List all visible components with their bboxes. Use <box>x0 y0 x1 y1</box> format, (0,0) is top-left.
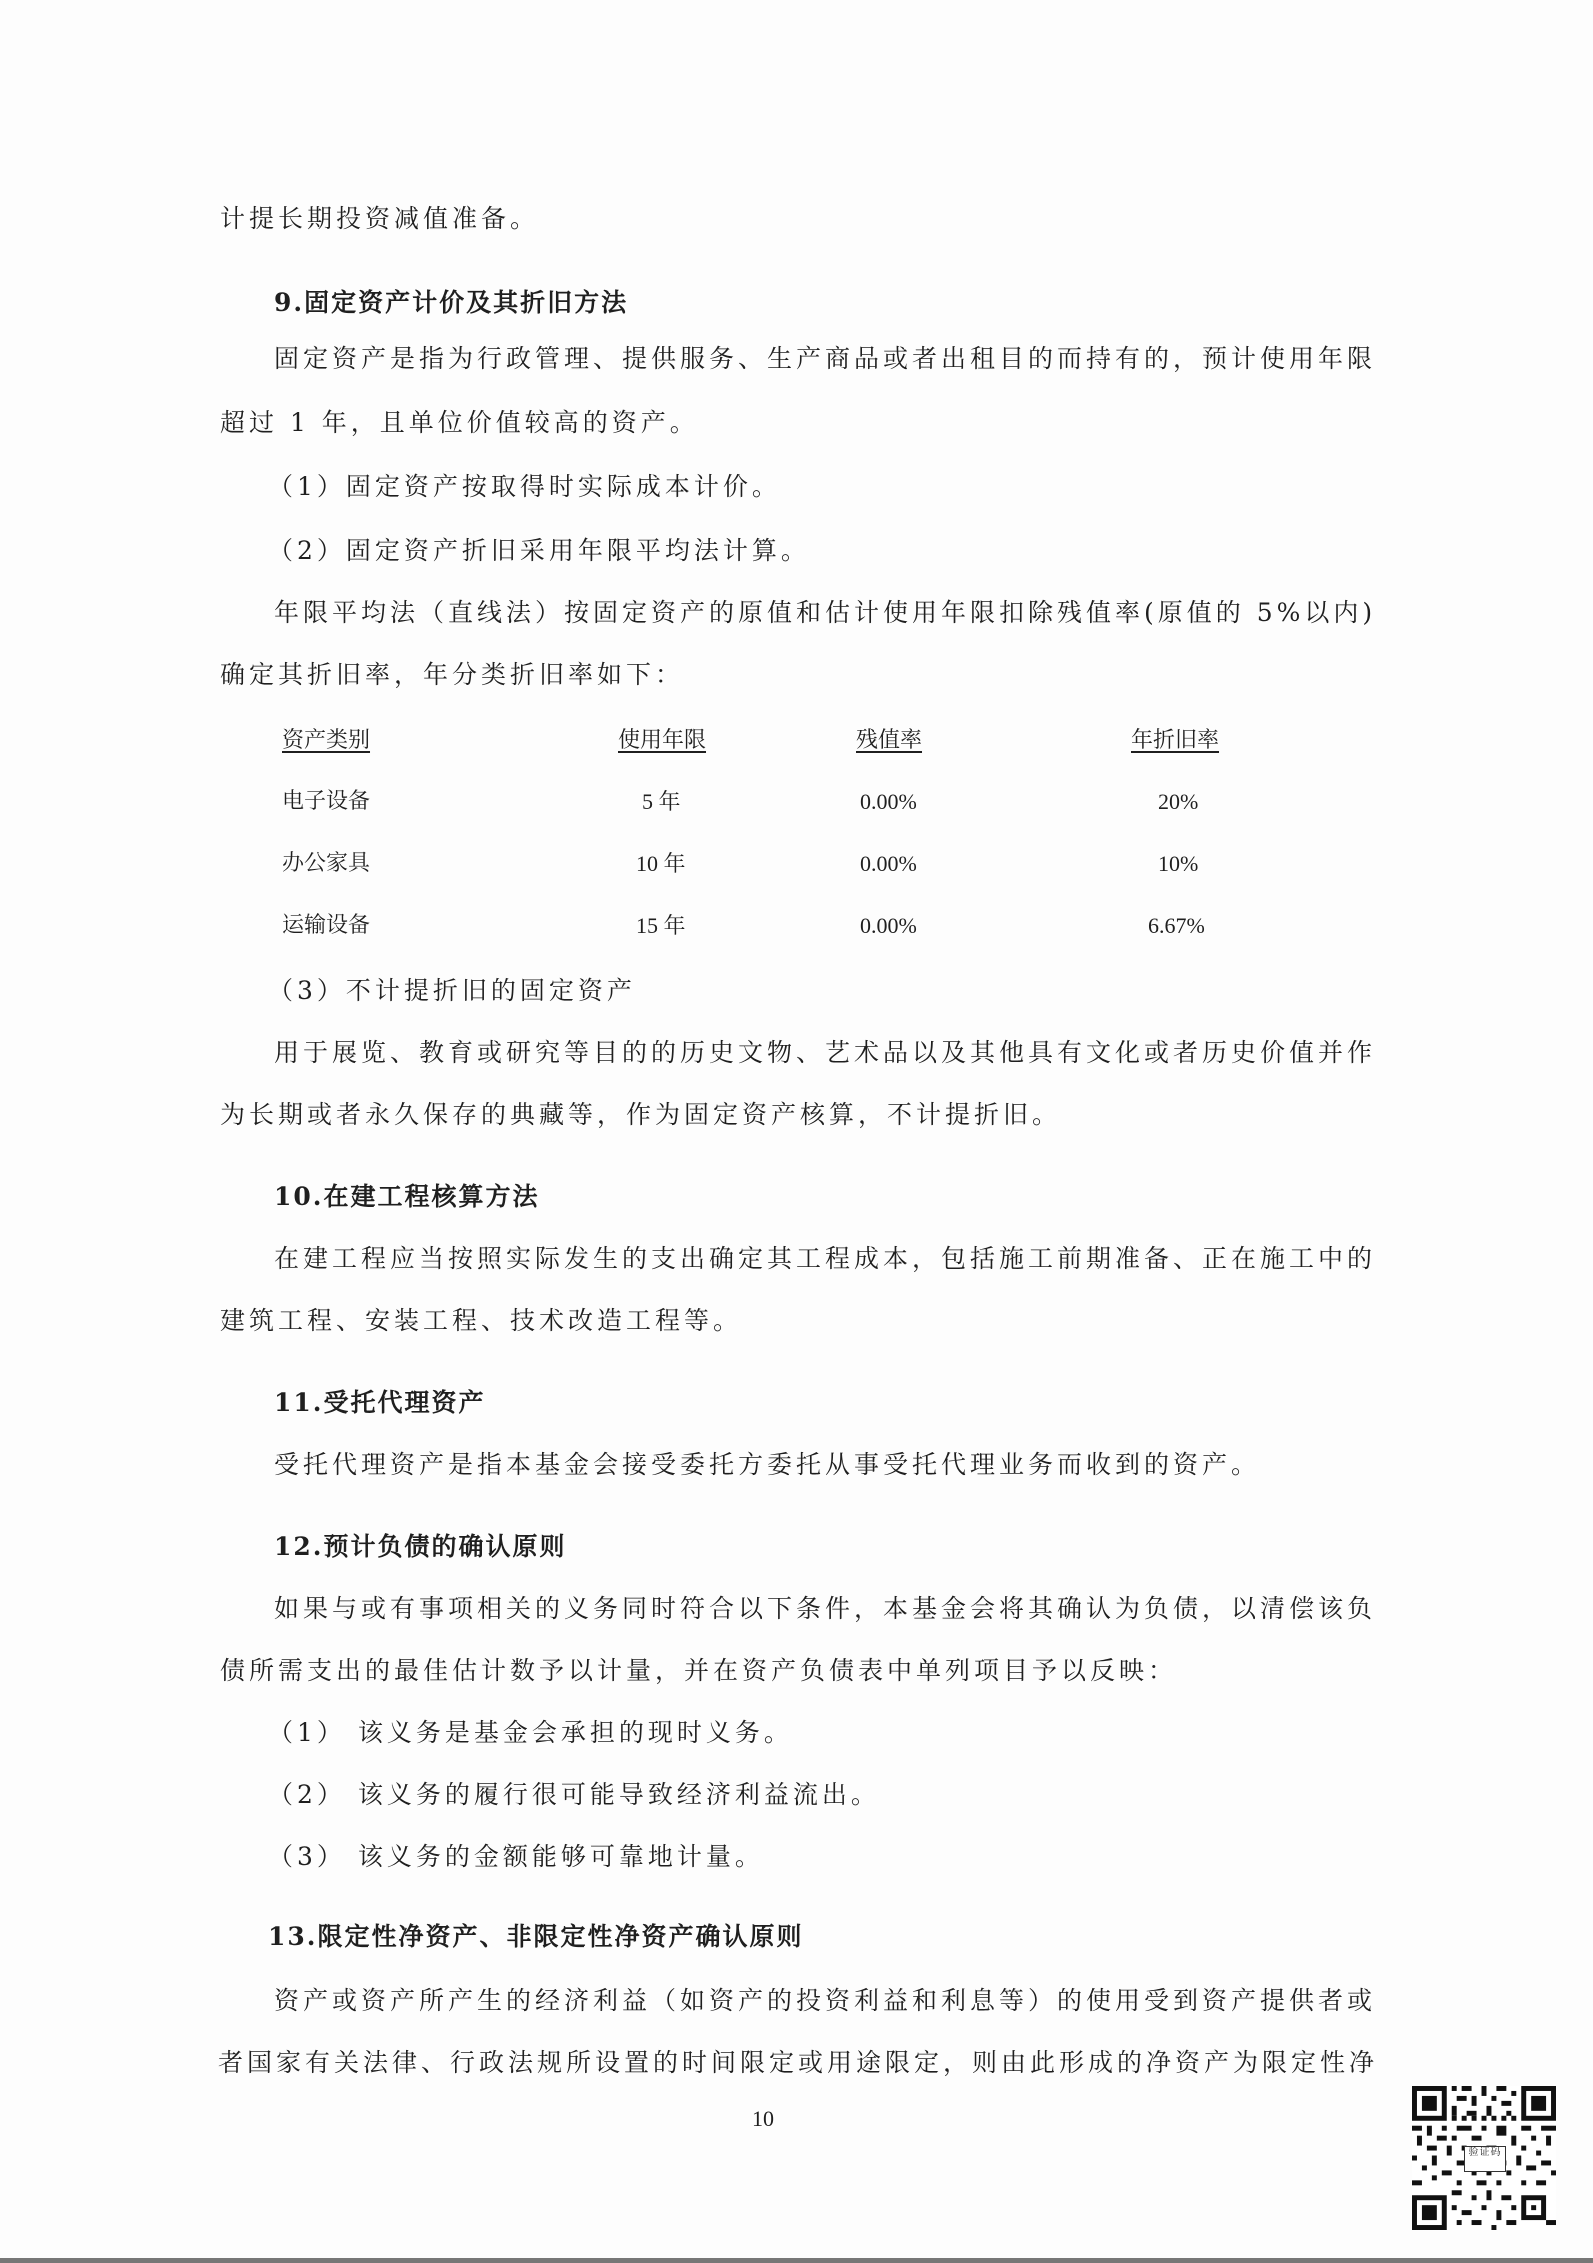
table-header: 残值率 <box>856 728 923 753</box>
table-cell: 0.00% <box>860 913 917 938</box>
paragraph-line: 债所需支出的最佳估计数予以计量，并在资产负债表中单列项目予以反映： <box>220 1656 1178 1685</box>
table-header: 年折旧率 <box>1131 728 1220 753</box>
paragraph-line: 用于展览、教育或研究等目的的历史文物、艺术品以及其他具有文化或者历史价值并作 <box>274 1038 1377 1067</box>
paragraph-line: 固定资产是指为行政管理、提供服务、生产商品或者出租目的而持有的，预计使用年限 <box>274 344 1377 373</box>
table-header: 使用年限 <box>618 728 707 753</box>
paragraph-line: 者国家有关法律、行政法规所设置的时间限定或用途限定，则由此形成的净资产为限定性净 <box>218 2048 1379 2077</box>
section-heading-10: 10.在建工程核算方法 <box>274 1182 540 1211</box>
table-cell: 电子设备 <box>282 789 371 814</box>
list-item: （1） 该义务是基金会承担的现时义务。 <box>268 1718 793 1747</box>
section-heading-9: 9.固定资产计价及其折旧方法 <box>274 288 629 317</box>
page-number: 10 <box>752 2106 774 2131</box>
scan-edge <box>0 2258 1593 2263</box>
list-item: （3）不计提折旧的固定资产 <box>268 976 636 1005</box>
section-heading-13: 13.限定性净资产、非限定性净资产确认原则 <box>268 1922 804 1951</box>
table-cell: 5 年 <box>642 789 681 814</box>
qr-label: 验证码 <box>1464 2146 1506 2172</box>
table-cell: 0.00% <box>860 851 917 876</box>
table-cell: 办公家具 <box>282 851 371 876</box>
table-cell: 运输设备 <box>282 913 371 938</box>
table-header: 资产类别 <box>282 728 371 753</box>
list-item: （2）固定资产折旧采用年限平均法计算。 <box>268 536 810 565</box>
list-item: （1）固定资产按取得时实际成本计价。 <box>268 472 781 501</box>
paragraph-line: 计提长期投资减值准备。 <box>220 204 540 233</box>
paragraph-line: 为长期或者永久保存的典藏等，作为固定资产核算，不计提折旧。 <box>220 1100 1062 1129</box>
paragraph-line: 年限平均法（直线法）按固定资产的原值和估计使用年限扣除残值率(原值的 5%以内) <box>274 598 1377 627</box>
list-item: （3） 该义务的金额能够可靠地计量。 <box>268 1842 764 1871</box>
table-cell: 20% <box>1158 789 1199 814</box>
paragraph-line: 在建工程应当按照实际发生的支出确定其工程成本，包括施工前期准备、正在施工中的 <box>274 1244 1377 1273</box>
table-cell: 6.67% <box>1148 913 1205 938</box>
paragraph-line: 如果与或有事项相关的义务同时符合以下条件，本基金会将其确认为负债，以清偿该负 <box>274 1594 1377 1623</box>
paragraph-line: 超过 1 年，且单位价值较高的资产。 <box>220 408 699 437</box>
list-item: （2） 该义务的履行很可能导致经济利益流出。 <box>268 1780 880 1809</box>
table-cell: 10 年 <box>636 851 686 876</box>
table-cell: 10% <box>1158 851 1199 876</box>
paragraph-line: 确定其折旧率，年分类折旧率如下： <box>220 660 685 689</box>
table-cell: 15 年 <box>636 913 686 938</box>
paragraph-line: 资产或资产所产生的经济利益（如资产的投资利益和利息等）的使用受到资产提供者或 <box>274 1986 1377 2015</box>
section-heading-12: 12.预计负债的确认原则 <box>274 1532 567 1561</box>
paragraph-line: 受托代理资产是指本基金会接受委托方委托从事受托代理业务而收到的资产。 <box>274 1450 1261 1479</box>
verification-qr-code[interactable] <box>1412 2086 1556 2230</box>
paragraph-line: 建筑工程、安装工程、技术改造工程等。 <box>220 1306 743 1335</box>
table-cell: 0.00% <box>860 789 917 814</box>
section-heading-11: 11.受托代理资产 <box>274 1388 486 1417</box>
